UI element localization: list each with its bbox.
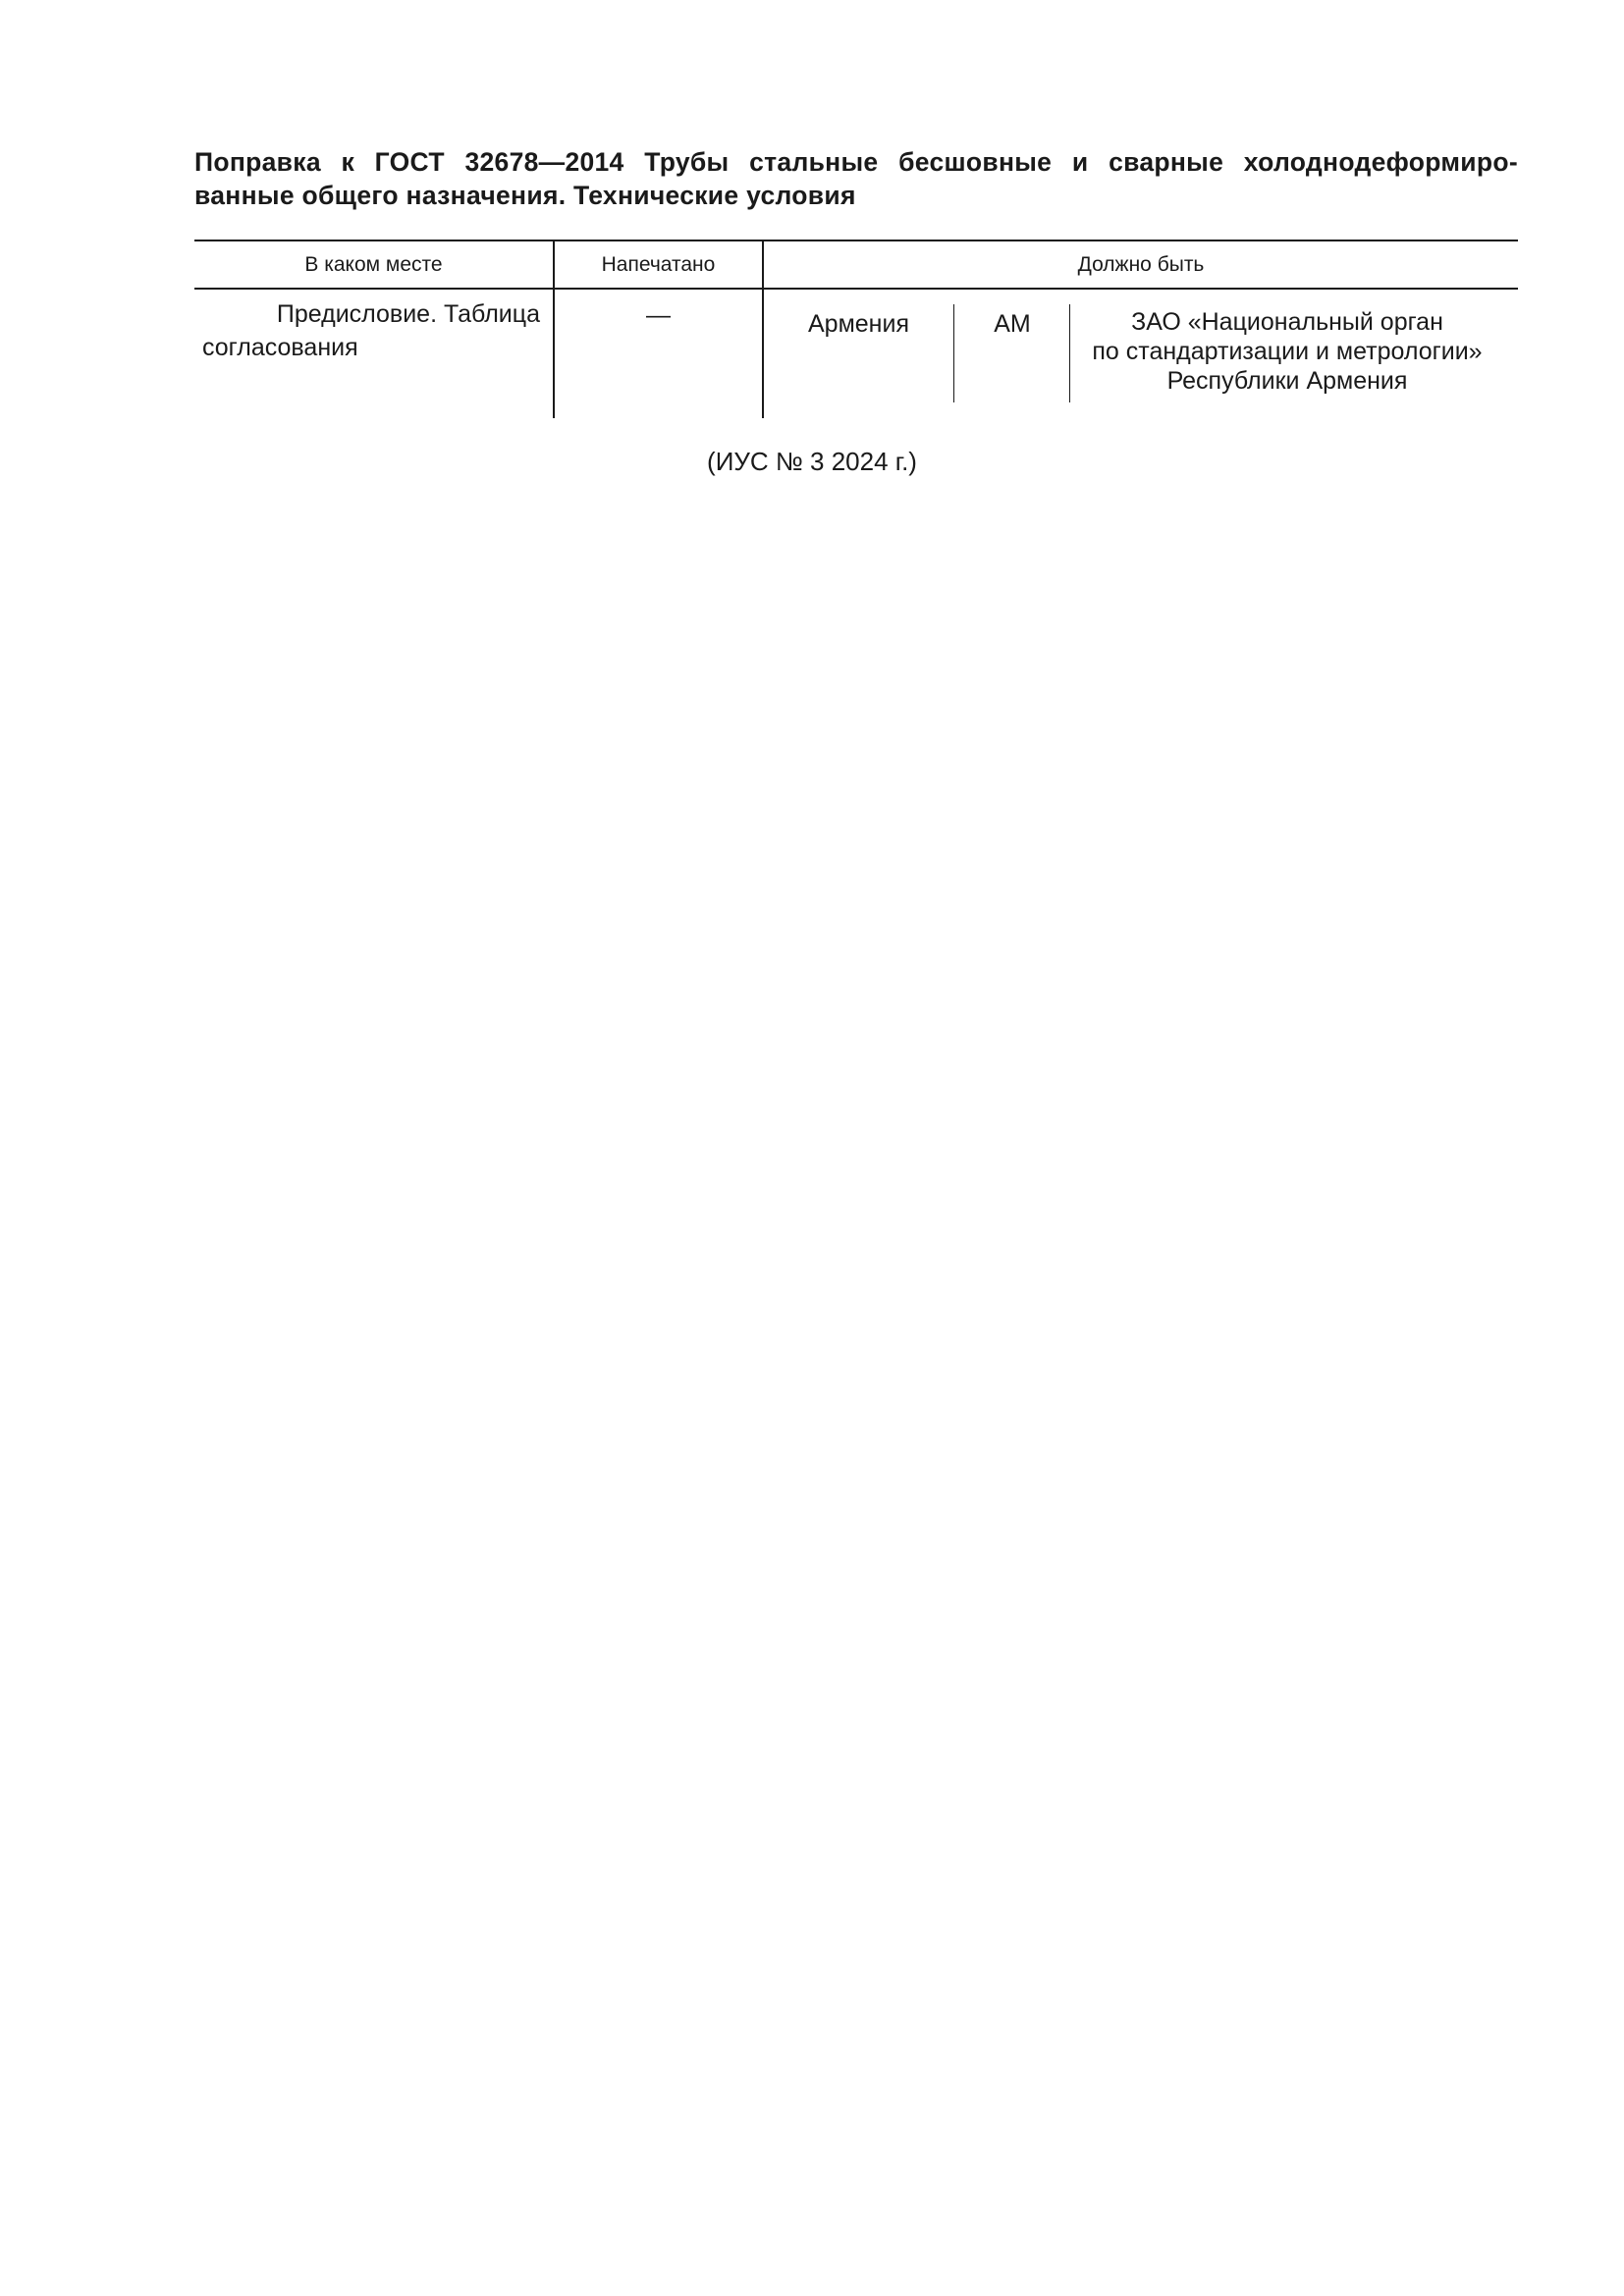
row-printed: — xyxy=(646,301,671,329)
row-country: Армения xyxy=(808,310,909,338)
row-organization-line-1: ЗАО «Национальный орган xyxy=(1131,308,1443,336)
row-organization xyxy=(1071,307,1503,396)
table-top-border xyxy=(194,240,1518,241)
row-location-line-2: согласования xyxy=(202,334,358,361)
subcolumn-divider-1 xyxy=(953,304,954,402)
document-title xyxy=(194,145,1518,212)
subcolumn-divider-2 xyxy=(1069,304,1070,402)
row-organization-line-2: по стандартизации и метрологии» xyxy=(1092,338,1483,365)
row-location-line-1: Предисловие. Таблица xyxy=(276,300,540,328)
row-organization-line-3: Республики Армения xyxy=(1166,367,1408,395)
header-should-be: Должно быть xyxy=(1077,253,1205,276)
row-location xyxy=(202,297,540,364)
table-header-bottom-border xyxy=(194,288,1518,290)
document-title-line-2: ванные общего назначения. Технические условия xyxy=(194,181,856,210)
document-title-line-1: Поправка к ГОСТ 32678—2014 Трубы стальные бесшовные и сварные холоднодеформиро- xyxy=(194,147,1518,177)
ius-reference: (ИУС № 3 2024 г.) xyxy=(707,447,917,476)
row-country-code: AM xyxy=(994,310,1031,338)
header-printed: Напечатано xyxy=(601,253,716,276)
header-location: В каком месте xyxy=(304,253,443,276)
